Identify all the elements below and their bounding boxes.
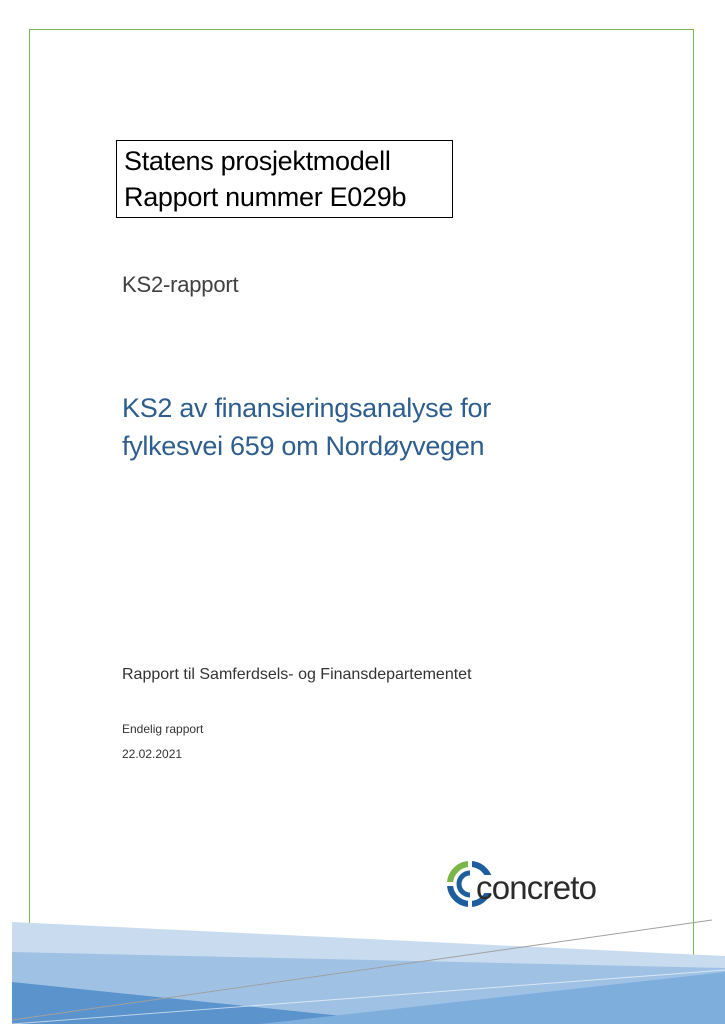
document-type: KS2-rapport	[122, 272, 239, 297]
concreto-logo-text: concreto	[476, 869, 597, 906]
report-status: Endelig rapport	[122, 722, 204, 736]
main-title-line-1: KS2 av finansieringsanalyse for	[122, 393, 491, 423]
recipient-line: Rapport til Samferdsels- og Finansdepartementet	[122, 666, 472, 683]
report-header-line-1: Statens prosjektmodell	[124, 146, 391, 176]
main-title-line-2: fylkesvei 659 om Nordøyvegen	[122, 431, 485, 461]
report-date: 22.02.2021	[122, 747, 183, 761]
concreto-logo	[446, 858, 606, 914]
main-title	[122, 389, 642, 465]
report-header-box	[116, 140, 453, 218]
report-header-line-2: Rapport nummer E029b	[124, 182, 407, 212]
footer-wave-decoration	[0, 912, 725, 1024]
